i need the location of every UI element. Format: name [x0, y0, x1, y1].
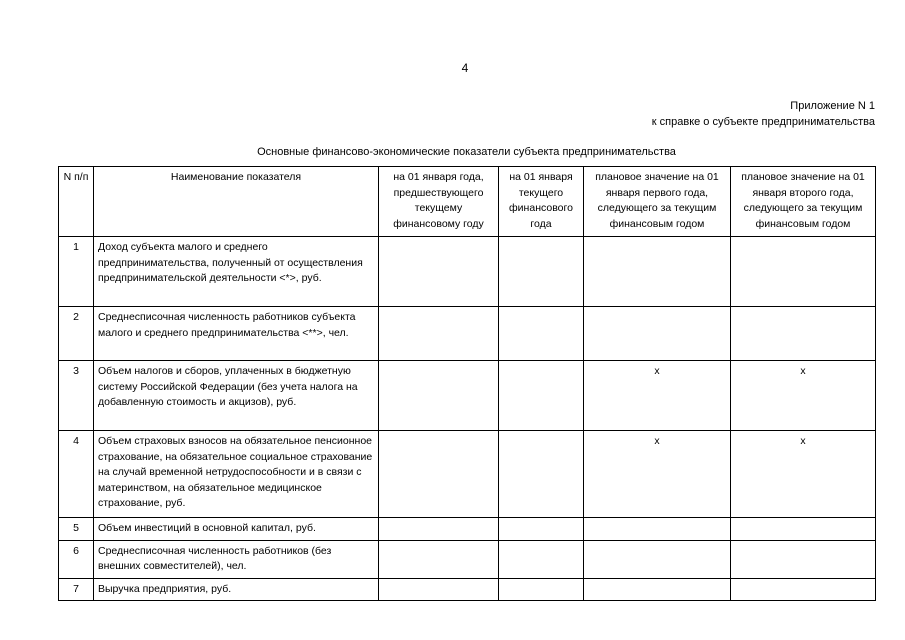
value-current-year[interactable] — [499, 578, 584, 601]
value-current-year[interactable] — [499, 540, 584, 578]
indicator-name: Среднесписочная численность работников (без внешних совместителей), чел. — [94, 540, 379, 578]
row-number: 4 — [59, 431, 94, 518]
value-plan-first[interactable] — [584, 307, 731, 361]
value-prev-year[interactable] — [379, 237, 499, 307]
value-prev-year[interactable] — [379, 431, 499, 518]
value-prev-year[interactable] — [379, 518, 499, 541]
value-plan-second[interactable] — [731, 307, 876, 361]
value-current-year[interactable] — [499, 518, 584, 541]
row-number: 7 — [59, 578, 94, 601]
value-plan-second: х — [731, 431, 876, 518]
value-current-year[interactable] — [499, 307, 584, 361]
table-row — [59, 307, 876, 361]
value-plan-first[interactable] — [584, 578, 731, 601]
row-number: 5 — [59, 518, 94, 541]
indicator-name: Доход субъекта малого и среднего предпринимательства, полученный от осуществления предпринимательской деятельности <*>, руб. — [94, 237, 379, 307]
row-number: 1 — [59, 237, 94, 307]
value-prev-year[interactable] — [379, 361, 499, 431]
value-plan-second[interactable] — [731, 518, 876, 541]
table-row — [59, 431, 876, 518]
appendix-title: Приложение N 1 — [790, 100, 875, 112]
header-num: N п/п — [59, 167, 94, 237]
header-plan-first: плановое значение на 01 января первого года, следующего за текущим финансовым годом — [584, 167, 731, 237]
appendix-caption — [652, 98, 875, 130]
table-row — [59, 518, 876, 541]
value-plan-second: х — [731, 361, 876, 431]
value-plan-first: х — [584, 361, 731, 431]
table-title: Основные финансово-экономические показатели субъекта предпринимательства — [257, 146, 676, 158]
table-row — [59, 578, 876, 601]
value-plan-first[interactable] — [584, 518, 731, 541]
table-row — [59, 540, 876, 578]
value-plan-first: х — [584, 431, 731, 518]
header-name: Наименование показателя — [94, 167, 379, 237]
value-current-year[interactable] — [499, 431, 584, 518]
value-plan-second[interactable] — [731, 237, 876, 307]
value-prev-year[interactable] — [379, 307, 499, 361]
indicators-table — [58, 166, 876, 601]
indicator-name: Объем налогов и сборов, уплаченных в бюджетную систему Российской Федерации (без учета налога на добавленную стоимость и акцизов), руб. — [94, 361, 379, 431]
value-plan-second[interactable] — [731, 578, 876, 601]
header-plan-second: плановое значение на 01 января второго года, следующего за текущим финансовым годом — [731, 167, 876, 237]
appendix-subtitle: к справке о субъекте предпринимательства — [651, 116, 875, 128]
value-plan-second[interactable] — [731, 540, 876, 578]
indicator-name: Объем страховых взносов на обязательное пенсионное страхование, на обязательное социальное страхование на случай временной нетрудоспособности и в связи с материнством, на обязательное медицинское страхование, руб. — [94, 431, 379, 518]
table-row — [59, 237, 876, 307]
value-current-year[interactable] — [499, 237, 584, 307]
table-header-row — [59, 167, 876, 237]
row-number: 6 — [59, 540, 94, 578]
value-plan-first[interactable] — [584, 237, 731, 307]
header-current-year: на 01 января текущего финансового года — [499, 167, 584, 237]
value-prev-year[interactable] — [379, 540, 499, 578]
row-number: 3 — [59, 361, 94, 431]
table-row — [59, 361, 876, 431]
header-prev-year: на 01 января года, предшествующего текущему финансовому году — [379, 167, 499, 237]
value-plan-first[interactable] — [584, 540, 731, 578]
indicator-name: Выручка предприятия, руб. — [94, 578, 379, 601]
indicator-name: Среднесписочная численность работников субъекта малого и среднего предпринимательства <**>, чел. — [94, 307, 379, 361]
page-number: 4 — [461, 61, 469, 75]
indicator-name: Объем инвестиций в основной капитал, руб. — [94, 518, 379, 541]
row-number: 2 — [59, 307, 94, 361]
value-prev-year[interactable] — [379, 578, 499, 601]
value-current-year[interactable] — [499, 361, 584, 431]
